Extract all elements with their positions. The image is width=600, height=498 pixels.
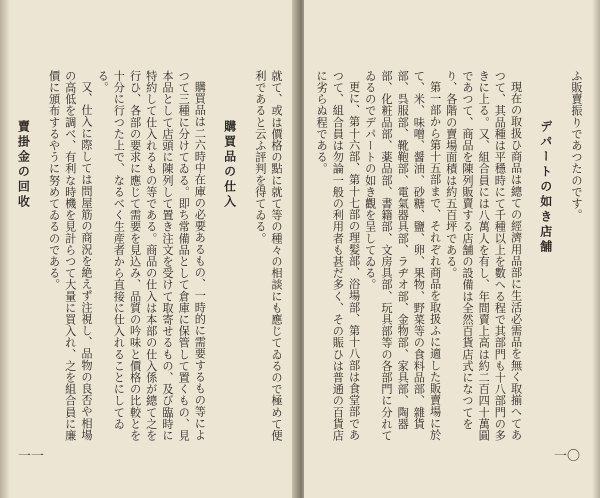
paragraph: ふ販賣振りであつたのです。 — [570, 70, 583, 221]
paragraph: 就て、或は價格の點に就て等の種々の相談にも應じてゐるので極めて便利であると云ふ評判を得てゐる。 — [253, 70, 283, 442]
paragraph: 更に、第十六部、第十七部の理髪部、浴場部、第十八部は食堂部であつて、組合員は勿論一般の利用者も甚だ多く、その賑ひは普通の百貨店に劣らぬ程である。 — [315, 70, 361, 442]
section-heading: 賣掛金の回收 — [16, 120, 31, 211]
page-edge-shadow — [592, 0, 600, 498]
section-heading: デパートの如き店舗 — [538, 120, 553, 256]
paragraph: 現在の取扱ひ商品は總ての經濟用品部に生活必需品を無く取揃へてあつて、其品種は平穩時にて千種以上を數へる程で其部門も十八部門の多きに上る。又、組合員には八萬人を有し、年間賣上高は約二百四十萬圓であつて、商品を陳列販賣する店舗の設備は全然百貨店式になつてをり、各階の賣場面積は約五百坪である。 — [444, 70, 523, 442]
paragraph: 購買品は二六時中在庫の必要あるもの、一時的に需要するもの等によつて三種に分けてゐる。即ち常備品として倉庫に保管して置くもの、見本品として店頭に陳列して置き注文を受けて取寄せるもの、及び臨時に特約して仕入れるもの等である。商品の仕入は本部の仕入係が總て之を行ひ、各部の要求に應じて需要を見込み、品質の吟味と價格の比較とを十分に行つた上で、なるべく生産者から直接に仕入れることにしてゐる。 — [96, 70, 207, 442]
page-edge-shadow — [0, 0, 10, 498]
paragraph — [0, 70, 1, 450]
paragraph: 第一部から第十五部まで、それぞれ商品を取扱ふに適した販賣場に於て、米、味噌、醤油、砂糖、鹽、卵、果物、野菜等の食料品部、雜貨部、呉服部、靴鞄部、電氣器具部、ラヂオ部、金物部、家具部、陶器部、化粧品部、薬品部、書籍部、文房具部、玩具部等の各部門に分れてゐるのでデパートの如き觀を呈してゐる。 — [363, 70, 442, 442]
left-page — [0, 0, 296, 498]
page-number: 一一 — [18, 449, 45, 464]
section-heading: 購買品の仕入 — [222, 120, 237, 211]
paragraph: 又、仕入に際しては問屋筋の商況を絶えず注視し、品物の良否や相場の高低を調べ、有利な時機を見計らつて大量に買入れ、之を組合員に廉價に頒布するやうに努めてゐるのである。 — [47, 70, 93, 442]
left-page-text — [16, 70, 284, 450]
right-page — [304, 0, 600, 498]
page-number: 一〇 — [553, 449, 580, 464]
right-page-text — [315, 70, 584, 450]
